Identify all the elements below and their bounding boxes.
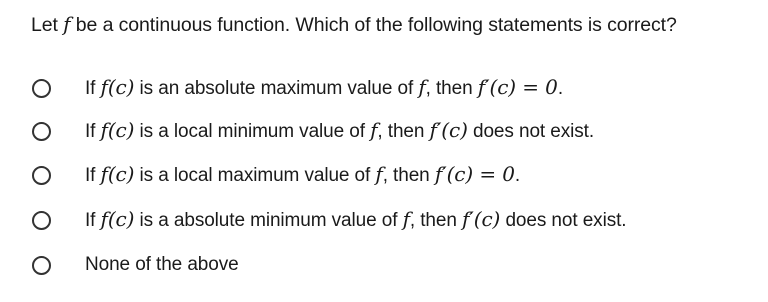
radio-button-e[interactable] <box>32 256 51 275</box>
math-f: f <box>63 12 71 36</box>
math-fprime-c: f′(c) = 0 <box>477 75 558 99</box>
option-a[interactable] <box>32 72 563 104</box>
option-e[interactable] <box>32 249 239 281</box>
math-fc: f(c) <box>100 207 135 231</box>
option-c[interactable] <box>32 159 520 191</box>
math-fprime-c: f′(c) <box>462 207 501 231</box>
option-a-label: If f(c) is an absolute maximum value of f, then f′(c) = 0. <box>85 75 563 99</box>
math-f: f <box>370 118 378 142</box>
option-b-label: If f(c) is a local minimum value of f, then f′(c) does not exist. <box>85 118 595 142</box>
math-fprime-c: f′(c) <box>429 118 468 142</box>
option-c-label: If f(c) is a local maximum value of f, then f′(c) = 0. <box>85 162 521 186</box>
radio-button-a[interactable] <box>32 79 51 98</box>
math-f: f <box>402 207 410 231</box>
radio-button-d[interactable] <box>32 211 51 230</box>
question-suffix: be a continuous function. Which of the following statements is correct? <box>70 14 677 36</box>
math-fc: f(c) <box>100 162 135 186</box>
math-f: f <box>375 162 383 186</box>
math-fprime-c: f′(c) = 0 <box>434 162 515 186</box>
option-e-label: None of the above <box>85 254 239 275</box>
radio-button-b[interactable] <box>32 122 51 141</box>
question-prefix: Let <box>31 14 64 36</box>
radio-button-c[interactable] <box>32 166 51 185</box>
option-d-label: If f(c) is a absolute minimum value of f, then f′(c) does not exist. <box>85 207 627 231</box>
math-fc: f(c) <box>100 118 135 142</box>
option-d[interactable] <box>32 204 626 236</box>
math-fc: f(c) <box>100 75 135 99</box>
math-f: f <box>418 75 426 99</box>
option-b[interactable] <box>32 115 594 147</box>
